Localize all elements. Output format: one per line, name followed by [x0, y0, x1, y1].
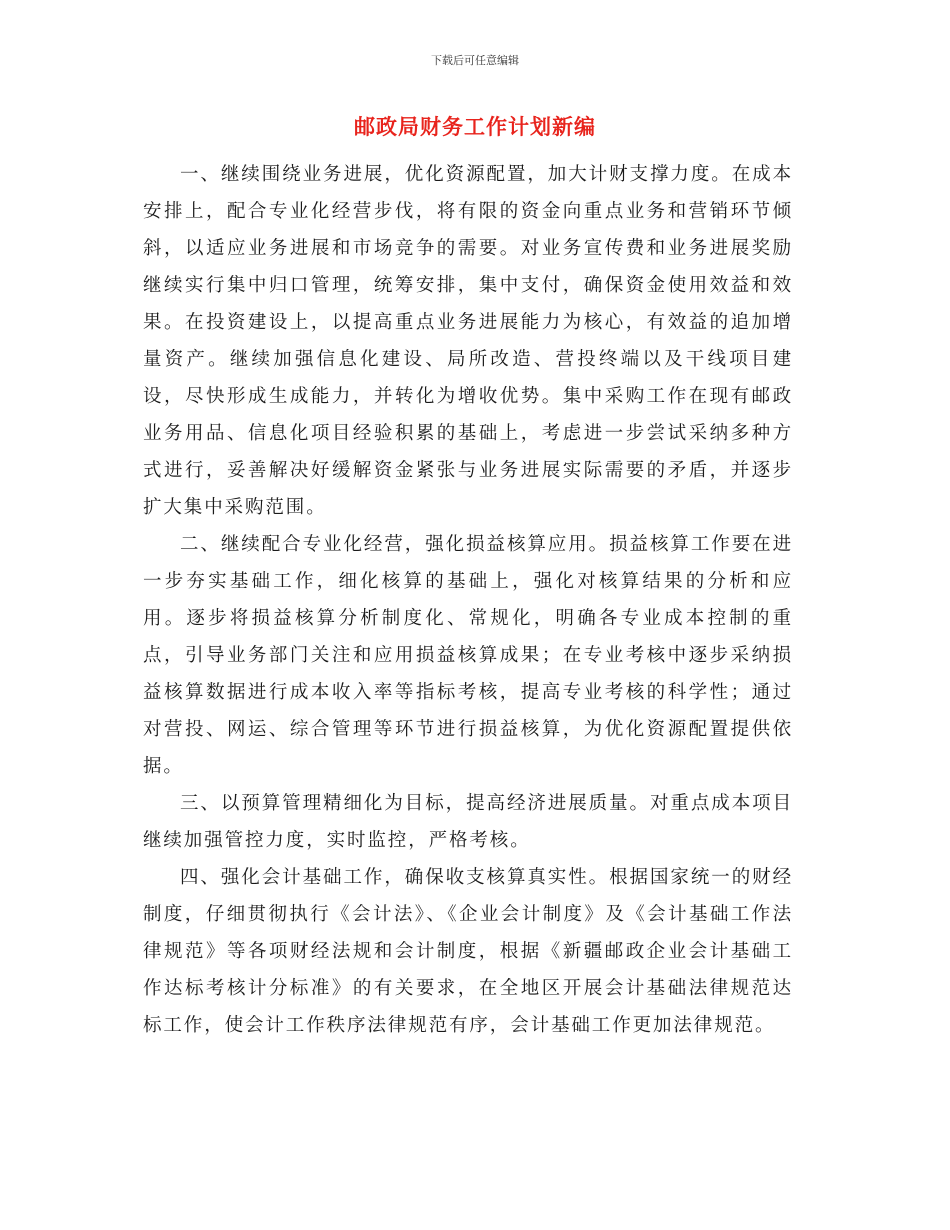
- page-header-note: 下载后可任意编辑: [431, 54, 519, 67]
- document-body: [143, 156, 793, 1044]
- paragraph-1: 一、继续围绕业务进展，优化资源配置，加大计财支撑力度。在成本安排上，配合专业化经营步伐，将有限的资金向重点业务和营销环节倾斜，以适应业务进展和市场竞争的需要。对业务宣传费和业务进展奖励继续实行集中归口管理，统筹安排，集中支付，确保资金使用效益和效果。在投资建设上，以提高重点业务进展能力为核心，有效益的追加增量资产。继续加强信息化建设、局所改造、营投终端以及干线项目建设，尽快形成生成能力，并转化为增收优势。集中采购工作在现有邮政业务用品、信息化项目经验积累的基础上，考虑进一步尝试采纳多种方式进行，妥善解决好缓解资金紧张与业务进展实际需要的矛盾，并逐步扩大集中采购范围。: [143, 164, 793, 518]
- paragraph-2: 二、继续配合专业化经营，强化损益核算应用。损益核算工作要在进一步夯实基础工作，细化核算的基础上，强化对核算结果的分析和应用。逐步将损益核算分析制度化、常规化，明确各专业成本控制的重点，引导业务部门关注和应用损益核算成果；在专业考核中逐步采纳损益核算数据进行成本收入率等指标考核，提高专业考核的科学性；通过对营投、网运、综合管理等环节进行损益核算，为优化资源配置提供依据。: [143, 534, 793, 777]
- paragraph-3: 三、以预算管理精细化为目标，提高经济进展质量。对重点成本项目继续加强管控力度，实时监控，严格考核。: [143, 793, 793, 851]
- document-title: 邮政局财务工作计划新编: [354, 114, 596, 139]
- paragraph-4: 四、强化会计基础工作，确保收支核算真实性。根据国家统一的财经制度，仔细贯彻执行《会计法》、《企业会计制度》及《会计基础工作法律规范》等各项财经法规和会计制度，根据《新疆邮政企业会计基础工作达标考核计分标准》的有关要求，在全地区开展会计基础法律规范达标工作，使会计工作秩序法律规范有序，会计基础工作更加法律规范。: [143, 867, 793, 1036]
